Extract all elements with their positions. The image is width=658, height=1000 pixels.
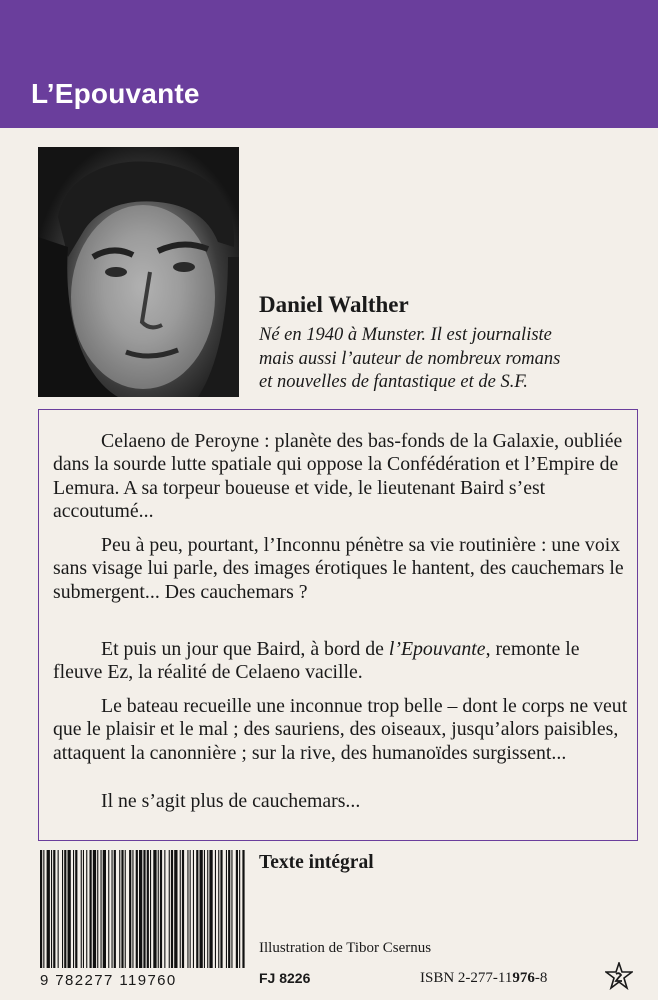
barcode-bar [226,850,227,968]
barcode-bar [40,850,42,968]
barcode-bar [86,850,87,968]
barcode-bar [190,850,191,968]
barcode-bar [121,850,123,968]
barcode-bar [81,850,82,968]
blurb-p3-title: l’Epouvante [388,638,486,660]
blurb-paragraph-5: Il ne s’agit plus de cauchemars... [101,790,361,812]
barcode-bar [169,850,170,968]
blurb-p3-end: , remonte le fleuve Ez, la réalité de Celaeno vacille. [53,638,580,684]
barcode-bar [164,850,165,968]
barcode-bar [147,850,149,968]
barcode-bar [200,850,203,968]
author-portrait-photo [38,147,239,397]
barcode-bar [196,850,198,968]
barcode-bar [193,850,194,968]
author-bio [259,324,649,395]
barcode-bar [83,850,84,968]
barcode-bar [228,850,230,968]
series-title: L’Epouvante [31,78,200,109]
barcode-bar [139,850,142,968]
barcode-bar [53,850,55,968]
blurb-paragraph-3 [53,638,631,685]
barcode-bar [132,850,133,968]
barcode-bar [93,850,96,968]
catalog-number: FJ 8226 [259,970,311,986]
blurb-box [38,409,638,841]
barcode-bar [108,850,109,968]
author-bio-line: Né en 1940 à Munster. Il est journaliste [259,325,552,345]
isbn-bold-part: 976 [512,970,535,986]
barcode-bar [204,850,205,968]
barcode-bar [215,850,216,968]
barcode-bar [112,850,113,968]
blurb-p3-start: Et puis un jour que Baird, à bord de [101,638,389,660]
barcode-bar [236,850,238,968]
barcode-bar [75,850,77,968]
barcode-bar [73,850,74,968]
barcode-bar [114,850,116,968]
author-name: Daniel Walther [259,292,409,317]
barcode-bar [174,850,177,968]
barcode-bar [62,850,63,968]
barcode-bar [153,850,156,968]
author-bio-line: et nouvelles de fantastique et de S.F. [259,372,528,392]
isbn [420,970,547,987]
star-logo-icon [605,962,633,990]
integral-text-label: Texte intégral [259,852,374,873]
blurb-paragraph-1: Celaeno de Peroyne : planète des bas-fonds de la Galaxie, oubliée dans la sourde lutte spatiale qui oppose la Confédération et l’Empire de Lemura. A sa torpeur boueuse et vide, le lieutenant Baird s’est accoutumé... [53,430,623,523]
barcode-bar [43,850,44,968]
barcode-bar [207,850,208,968]
barcode-digits: 9 782277 119760 [40,972,177,989]
barcode-bar [68,850,71,968]
barcode-bar [171,850,173,968]
barcode-bar [58,850,59,968]
isbn-suffix: -8 [534,970,548,986]
barcode-bar [129,850,131,968]
blurb-paragraph-2: Peu à peu, pourtant, l’Inconnu pénètre sa vie routinière : une voix sans visage lui parle, des images érotiques le hantent, des cauchemars le submergent... Des cauchemars ? [53,534,624,603]
barcode-bar [220,850,222,968]
barcode-bar [125,850,126,968]
barcode-bar [182,850,184,968]
blurb-paragraph-4: Le bateau recueille une inconnue trop belle – dont le corps ne veut que le plaisir et le mal ; des sauriens, des oiseaux, jusqu’alors paisibles, attaquent la canonnière ; sur la rive, des humanoïdes surgissent... [53,695,628,764]
barcode-bar [239,850,240,968]
barcode-bar [242,850,244,968]
barcode-bar [97,850,98,968]
barcode [38,850,248,968]
barcode-bar [90,850,92,968]
illustration-credit: Illustration de Tibor Csernus [259,940,432,956]
barcode-bar [187,850,188,968]
barcode-bar [103,850,106,968]
barcode-bar [218,850,219,968]
barcode-bar [158,850,159,968]
barcode-bar [231,850,232,968]
author-bio-line: mais aussi l’auteur de nombreux romans [259,348,561,369]
barcode-bar [180,850,181,968]
barcode-bar [119,850,120,968]
barcode-bar [143,850,145,968]
barcode-bar [101,850,102,968]
barcode-bar [51,850,52,968]
isbn-prefix: ISBN 2-277-11 [420,970,513,986]
barcode-bar [150,850,151,968]
barcode-bar [136,850,138,968]
barcode-bar [209,850,212,968]
barcode-bar [160,850,162,968]
barcode-bar [47,850,50,968]
barcode-bar [64,850,66,968]
